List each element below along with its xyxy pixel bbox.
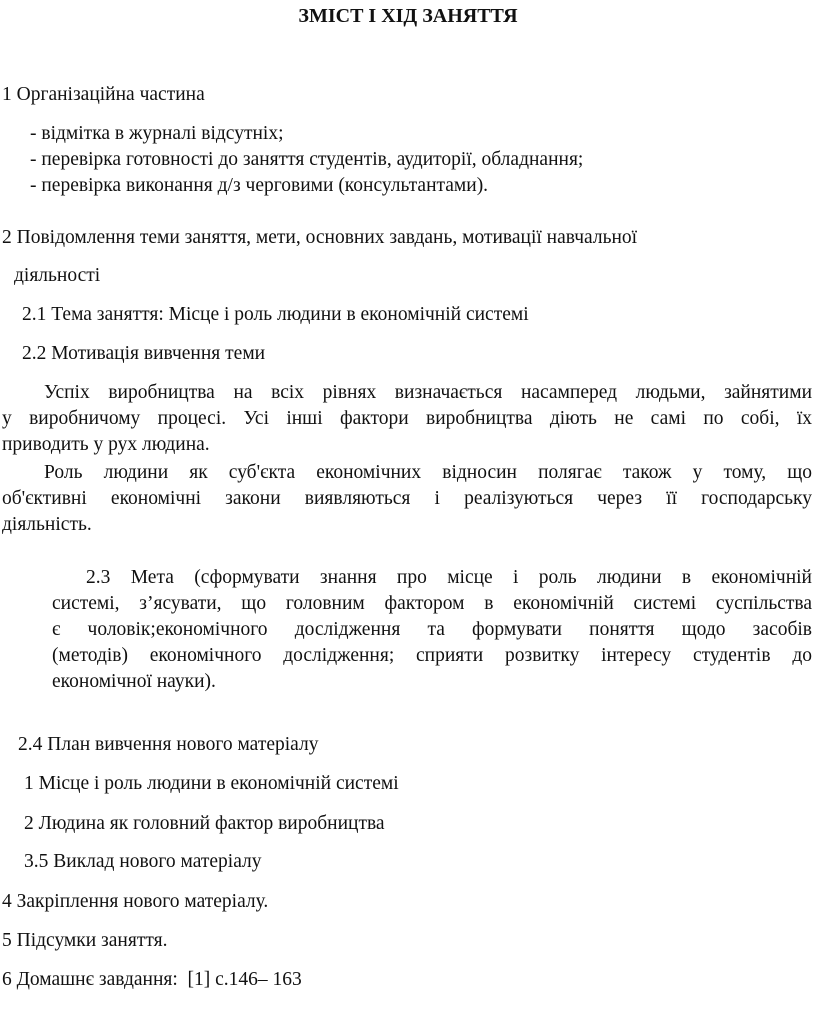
motivation-paragraph-1: [2, 380, 812, 458]
section-6-heading: 6 Домашнє завдання: [1] с.146– 163: [2, 969, 302, 990]
motivation-paragraph-2: [2, 460, 812, 538]
motivation-heading: 2.2 Мотивація вивчення теми: [22, 343, 266, 364]
paragraph-line: є чоловік;економічного дослідження та формувати поняття щодо засобів: [52, 619, 812, 640]
paragraph-line: Успіх виробництва на всіх рівнях визначається насамперед людьми, зайнятими: [44, 382, 812, 403]
paragraph-line: приводить у рух людина.: [2, 434, 210, 455]
paragraph-line: (методів) економічного дослідження; сприяти розвитку інтересу студентів до: [52, 645, 812, 666]
topic-line: 2.1 Тема заняття: Місце і роль людини в економічній системі: [22, 304, 529, 325]
paragraph-line: Роль людини як суб'єкта економічних відносин полягає також у тому, що: [44, 462, 812, 483]
plan-heading: 2.4 План вивчення нового матеріалу: [18, 734, 319, 755]
page-title: ЗМІСТ І ХІД ЗАНЯТТЯ: [298, 5, 518, 27]
list-item: - перевірка виконання д/з черговими (консультантами).: [30, 175, 489, 196]
paragraph-line: 2.3 Мета (сформувати знання про місце і роль людини в економічній: [86, 567, 812, 588]
paragraph-line: системі, з’ясувати, що головним фактором в економічній системі суспільства: [52, 593, 812, 614]
list-item: - перевірка готовності до заняття студентів, аудиторії, обладнання;: [30, 149, 584, 170]
plan-item: 1 Місце і роль людини в економічній системі: [24, 773, 399, 794]
section-1-heading: 1 Організаційна частина: [2, 84, 205, 105]
new-material-heading: 3.5 Виклад нового матеріалу: [24, 851, 262, 872]
section-4-heading: 4 Закріплення нового матеріалу.: [2, 891, 269, 912]
goal-paragraph: [52, 565, 812, 695]
section-5-heading: 5 Підсумки заняття.: [2, 930, 168, 951]
section-2-heading: 2 Повідомлення теми заняття, мети, основних завдань, мотивації навчальної: [2, 227, 638, 248]
paragraph-line: у виробничому процесі. Усі інші фактори виробництва діють не самі по собі, їх: [2, 408, 812, 429]
plan-item: 2 Людина як головний фактор виробництва: [24, 813, 385, 834]
paragraph-line: діяльність.: [2, 514, 92, 535]
paragraph-line: об'єктивні економічні закони виявляються і реалізуються через її господарську: [2, 488, 812, 509]
section-2-heading-cont: діяльності: [14, 265, 101, 286]
list-item: - відмітка в журналі відсутніх;: [30, 123, 284, 144]
paragraph-line: економічної науки).: [52, 671, 216, 692]
